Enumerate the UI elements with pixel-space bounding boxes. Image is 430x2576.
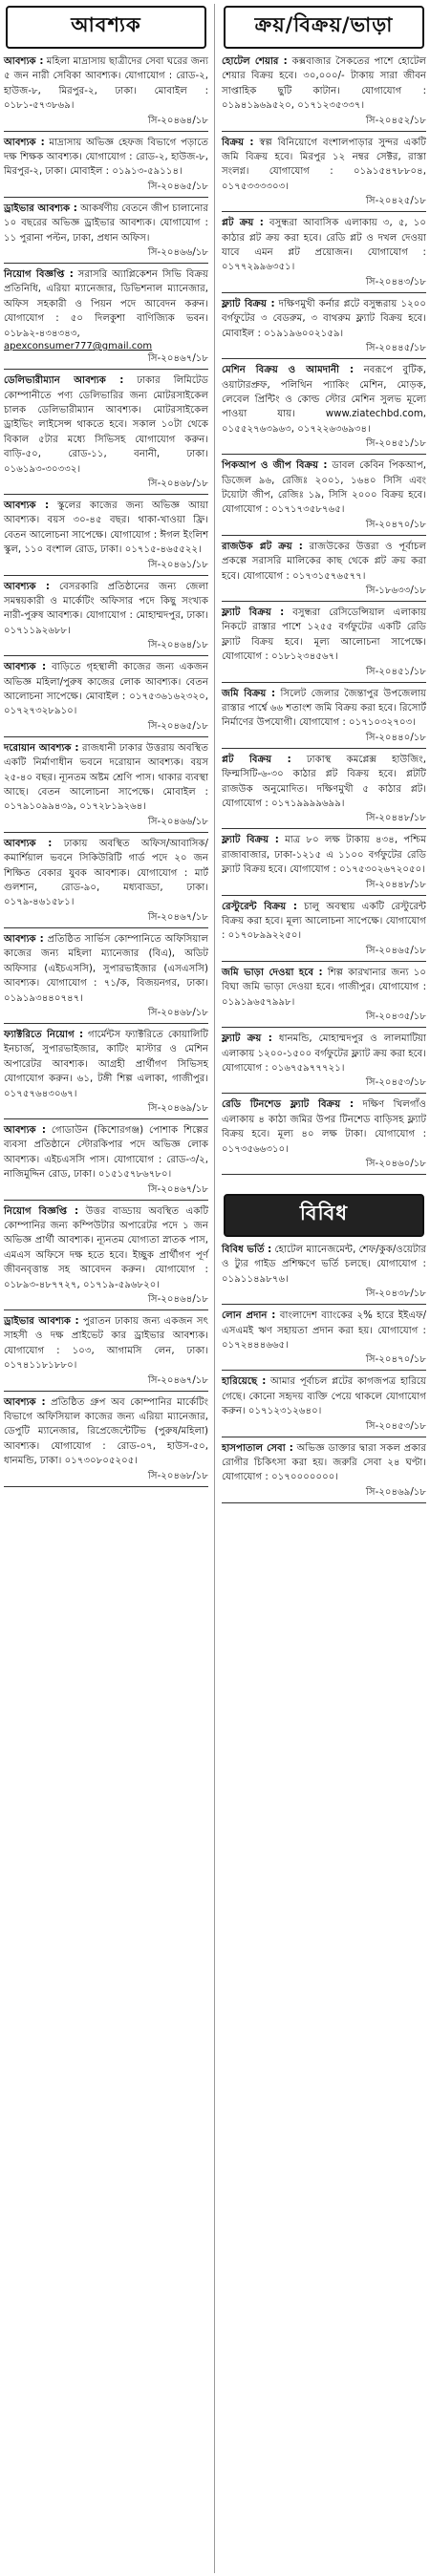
ad-body [222,136,426,195]
ad-code: সি-২০৪৬৪/১৮ [4,114,208,132]
classified-ad [4,202,208,264]
classified-ad [222,540,426,602]
classified-ad [4,741,208,833]
ad-heading: আবশ্যক : [4,137,45,148]
ad-body [4,660,208,719]
classified-ad [222,1309,426,1371]
ad-body [222,363,426,436]
ad-text: প্রতিষ্ঠিত সার্ভিস কোম্পানিতে অফিসিয়াল কাজের জন্য মহিলা ম্যানেজার (বিএ), অডিট অফিসার (এইচএসসি), সুপারভাইজার (এসএসসি) আবশ্যক। যোগাযোগ : ৭১/ক, বিজয়নগর, ঢাকা। ০১৯১৯৩৪৪০৭৪৭। [4,933,208,1004]
ad-body [4,1204,208,1292]
classified-ad [4,1028,208,1119]
classified-ad [222,753,426,830]
classified-ad [222,1374,426,1437]
ad-heading: আবশ্যক : [4,56,44,67]
ad-body [222,1309,426,1352]
ad-body [4,136,208,180]
ad-text: পুরাতন ঢাকায় জন্য একজন সৎ সাহসী ও দক্ষ প্রাইভেট কার ড্রাইভার আবশ্যক। যোগাযোগ : ১০৩, আগামসি লেন, ঢাকা। ০১৭৪১১৮১৮৮০। [4,1316,208,1372]
ad-heading: ডেলিভারীম্যান আবশ্যক : [4,375,124,387]
ad-body [222,540,426,584]
ad-body [4,1123,208,1182]
ad-text: মাত্র ৮০ লক্ষ টাকায় ৪৩৪, পশ্চিম রাজাবাজার, ঢাকা-১২১৫ এ ১১০০ বর্গফুটের রেডি ফ্ল্যাট বিক্রয় হবে। যোগাযোগ : ০১৭৫৩০২৬৭২০৫০। [222,835,426,876]
ad-body [222,1441,426,1485]
ad-text: ঢাকাস্থ কমপ্লেক্স হাউজিং, ফিল্মসিটি-৬-৩০ কাঠার প্লট বিক্রয় হবে। প্লটটি রাজউক অনুমোদিত। দক্ষিণমুখী ৫ কাঠার প্লট। যোগাযোগ : ০১৭১৯৯৯৯৬৯৯। [222,754,426,810]
classified-ad [222,966,426,1028]
ad-text: ধানমন্ডি, মোহাম্মদপুর ও লালমাটিয়া এলাকায় ১২০০-১৫০০ বর্গফুটের ফ্ল্যাট ক্রয় করা হবে। যোগাযোগ : ০১৬৭৫৯৭৭৭২১। [222,1033,426,1074]
classified-ad [222,216,426,293]
ad-code: সি-২০৪৬৬/১৮ [4,815,208,833]
ad-body [4,1028,208,1101]
ad-text: প্রতিষ্ঠিত গ্রুপ অব কোম্পানির মার্কেটিং বিভাগে অফিসিয়াল কাজের জন্য এরিয়া ম্যানেজার, ডেপুটি ম্যানেজার, রিপ্রেজেন্টেটিভ (পুরুষ/মহিলা) আবশ্যক। যোগাযোগ : রোড-০৭, হাউস-৫০, ধানমন্ডি, ঢাকা। ০১৭৩০৮০৫২০৫। [4,1396,208,1467]
ad-text: ডাবল কেবিন পিকআপ, ডিজেল ৯৬, রেজিঃ ২০০১, ১৬৪০ সিসি এবং টয়োটা জীপ, রেজিঃ ১৯, সিসি ২০০০ বিক্রয় হবে। যোগাযোগ : ০১৭১৭৩৫৮৭৬৫। [222,460,426,516]
left-ads-list [4,54,208,1487]
ad-code: সি-২০৪৬৮/১৮ [4,477,208,495]
ad-text: দক্ষিণ খিলগাঁও এলাকায় ৪ কাঠা জমির উপর টিনশেড বাড়িসহ ফ্ল্যাট বিক্রয় হবে। মূল্য ৪০ লক্ষ টাকা। যোগাযোগ : ০১৭৩৫৬৬৩১০। [222,1099,426,1155]
ad-heading: আবশ্যক : [4,1396,46,1408]
classified-ad [4,267,208,370]
ad-text: মহিলা মাদ্রাসায় ছাত্রীদের সেবা ঘরের জন্য ৫ জন নারী সেবিকা আবশ্যক। যোগাযোগ : রোড-২, হাউজ-৮, মিরপুর-২, ঢাকা। মোবাইল : ০১৮১-৫৭৩৮৬৯। [4,56,208,112]
ad-body [4,267,208,341]
ad-code: সি-২০৪৬৭/১৮ [4,910,208,928]
ad-body [222,297,426,341]
ad-text: অভিজ্ঞ ডাক্তার দ্বারা সকল প্রকার রোগীর চিকিৎসা করা হয়। জরুরি সেবা ২৪ ঘণ্টা। যোগাযোগ : ০১৭০০০০০০০। [222,1442,426,1483]
ad-code: সি-২০৪৫৩/১৮ [222,1419,426,1437]
ad-text: স্কুলের কাজের জন্য অভিজ্ঞ আয়া আবশ্যক। বয়স ৩০-৪৫ বছর। থাকা-খাওয়া ফ্রি। বেতন আলোচনা সাপেক্ষে। যোগাযোগ : ঈগল ইংলিশ স্কুল, ১১০ বংশাল রোড, ঢাকা। ০১৭১৫-৪৬৫৫২২। [4,500,208,556]
section-header-buy-sell-rent: ক্রয়/বিক্রয়/ভাড়া [224,6,424,49]
ad-heading: আবশ্যক : [4,1124,46,1136]
ad-code: সি-২০৪৭০/১৮ [222,518,426,536]
classified-ad [4,136,208,198]
classified-ad [222,297,426,359]
ad-body [4,580,208,639]
ad-heading: ফ্ল্যাট ক্রয় : [222,1033,272,1045]
ad-body [222,1097,426,1157]
ad-text: ঢাকায় অবস্থিত অফিস/আবাসিক/কমার্শিয়াল ভবনে সিকিউরিটি গার্ড পদে ২০ জন শিক্ষিত বেকার যুবক আবশ্যক। যোগাযোগ : মার্ট গুলশান, রোড-৯০, মধ্যবাড্ডা, ঢাকা। ০১৭৯-৪৬১৫৮১। [4,838,208,908]
ad-text: উত্তর বাড্ডায় অবস্থিত একটি কোম্পানির জন্য কম্পিউটার অপারেটর পদে ১ জন অভিজ্ঞ প্রার্থী আবশ্যক। ন্যূনতম যোগ্যতা স্নাতক পাস, এমএস অফিসে দক্ষ হতে হবে। ইচ্ছুক প্রার্থীগণ পূর্ণ জীবনবৃত্তান্ত সহ আবেদন করুন। যোগাযোগ : ০১৮৯৩-৪৮৭৭২৭, ০১৭১৯-৫৯৬৮২০। [4,1205,208,1290]
ad-heading: রেস্টুরেন্ট বিক্রয় : [222,901,297,912]
ad-phone: ০১৮৯২-৪৩৪৩৪৩, [4,328,80,339]
ad-code: সি-২০৪৬৯/১৮ [222,1485,426,1503]
ad-code: সি-২০৪৫১/১৮ [222,436,426,455]
ad-heading: জমি বিক্রয় : [222,688,276,699]
ad-code: সি-২০৪৬৮/১৮ [4,1469,208,1487]
ad-text: শিল্প কারখানার জন্য ১০ বিঘা জমি ভাড়া দেওয়া হবে। গাজীপুর। যোগাযোগ : ০১৯১৯৬৫৭৯৯৮। [222,967,426,1008]
ad-heading: প্লট বিক্রয় : [222,754,291,765]
column-divider [214,4,215,2573]
ad-code: সি-২০৪২৫/১৮ [222,194,426,212]
ad-code: সি-২০৪৬৮/১৮ [4,1006,208,1024]
ad-code: সি-২০৪৬৭/১৮ [4,1373,208,1392]
ad-body [222,687,426,731]
classified-ad [222,606,426,683]
ad-text: ঢাকার লিমিটেড কোম্পানীতে পণ্য ডেলিভারির জন্য মোটরসাইকেল চালক ডেলিভারীম্যান আবশ্যক। মোটরসাইকেল ড্রাইভিং লাইসেন্স থাকতে হবে। সকাল ১০টা থেকে বিকাল ৫টার মধ্যে সিভিসহ যোগাযোগ করুন। বাড়ি-৫০, রোড-১১, বনানী, ঢাকা। ০১৬১৯৩-৩০৩৩২। [4,375,208,475]
ad-text: রাজধানী ঢাকার উত্তরায় অবস্থিত একটি নির্মাণাধীন ভবনে দরোয়ান আবশ্যক। বয়স ২৫-৪০ বছর। ন্যূনতম অষ্টম শ্রেণি পাস। থাকার ব্যবস্থা আছে। বেতন আলোচনা সাপেক্ষে। মোবাইল : ০১৭৯১০৯৯৪৩৯, ০১৭২৮১৯২৬৪। [4,742,208,813]
ad-code: সি-২০৪৩৮/১৮ [222,1287,426,1305]
ad-heading: রেডি টিনশেড ফ্ল্যাট বিক্রয় : [222,1099,355,1111]
ad-heading: হোটেল শেয়ার : [222,56,288,67]
ad-heading: ড্রাইভার আবশ্যক : [4,202,77,214]
ad-code: সি-২০৪৫১/১৮ [222,665,426,683]
ad-text: গার্মেন্টস ফ্যাক্টরিতে কোয়ালিটি ইনচার্জ, সুপারভাইজার, কাটিং মাস্টার ও মেশিন অপারেটর আবশ্যক। আগ্রহী প্রার্থীগণ সিভিসহ যোগাযোগ করুন। ৬১, টঙ্গী শিল্প এলাকা, গাজীপুর। ০১৭৫৭৬৪৩০৬৭। [4,1029,208,1099]
ad-heading: ফ্ল্যাট বিক্রয় : [222,607,285,618]
classified-ad [222,136,426,213]
ad-text: বসুন্ধরা রেসিডেন্সিয়াল এলাকায় নিকটে রাস্তার পাশে ১২৫৫ বর্গফুটের একটি রেডি ফ্ল্যাট বিক্রয় হবে। মূল্য আলোচনা সাপেক্ষে। যোগাযোগ : ০১৮১২৩৪৫৬৭। [222,607,426,663]
section-header-misc: বিবিধ [224,1194,424,1237]
ad-heading: আবশ্যক : [4,662,47,673]
ad-code: সি-২০৪৬৬/১৮ [4,245,208,264]
ad-website: www.ziatechbd.com, [325,409,426,420]
ad-text: রাজউকের উত্তরা ও পূর্বাচল প্রকল্পে সরাসরি মালিকের কাছ থেকে প্লট ক্রয় করা হবে। যোগাযোগ : ০১৭৩১৫৭৬৫৭৭। [222,541,426,582]
classified-ad [222,833,426,895]
ad-text: হোটেল ম্যানেজমেন্ট, শেফ/কুক/ওয়েটার ও ট্যুর গাইড প্রশিক্ষণে ভর্তি চলছে। যোগাযোগ : ০১৯১১৪৯৮৭৬। [222,1244,426,1285]
ad-body [222,966,426,1010]
ad-heading: দরোয়ান আবশ্যক : [4,742,79,754]
classified-ad [4,1314,208,1392]
ad-heading: বিবিধ ভর্তি : [222,1244,272,1255]
ad-text: বাংলাদেশ ব্যাংকের ২% হারে ইইএফ/এসএমই ঋণ সহায়তা প্রদান করা হয়। যোগাযোগ : ০১৭২৪৪৪৬৬৫। [222,1310,426,1351]
ad-code: সি-২০৪৬৫/১৮ [4,719,208,737]
misc-ads-list [222,1243,426,1503]
ad-text: সরাসরি অ্যাপ্লিকেশন সিভি বিক্রয় প্রতিনিধি, এরিয়া ম্যানেজার, ডিভিশনাল ম্যানেজার, অফিস সহকারী ও পিয়ন পদে আবেদন করুন। যোগাযোগ : ৫০ দিলকুশা বাণিজ্যিক ভবন। [4,269,208,325]
ad-body [4,741,208,815]
ad-body [4,837,208,910]
ad-code: সি-২০৪৬৪/১৮ [4,1292,208,1310]
ad-code: সি-২০৪৬৫/১৮ [4,180,208,198]
ad-code: সি-২০৪৫২/১৮ [222,114,426,132]
ad-text: দক্ষিণমুখী কর্নার প্লটে বসুন্ধরায় ১২০০ বর্গফুটের ৩ বেডরুম, ৩ বাথরুম ফ্ল্যাট বিক্রয় হবে। মোবাইল : ০১৯১৯৬০০২১৫৯। [222,298,426,339]
classified-ad [4,580,208,657]
ad-heading: জমি ভাড়া দেওয়া হবে : [222,967,323,978]
ad-text: আকর্ষণীয় বেতনে জীপ চালানোর ১০ বছরের অভিজ্ঞ ড্রাইভার আবশ্যক। যোগাযোগ : ১১ পুরানা পল্টন, ঢাকা, প্রধান অফিস। [4,202,208,244]
ad-text: মাদ্রাসায় অভিজ্ঞ হেফজ বিভাগে পড়াতে দক্ষ শিক্ষক আবশ্যক। যোগাযোগ : রোড-২, হাউজ-৮, মিরপুর-২, ঢাকা। মোবাইল : ০১৯১৩-৫৯১১৪। [4,137,208,178]
ad-code: সি-২০৪৬১/১৮ [4,558,208,576]
ad-code: সি-২০৪৭০/১৮ [222,1352,426,1371]
classified-ad [222,1243,426,1305]
ad-heading: রাজউক প্লট ক্রয় : [222,541,303,552]
section-header-wanted: আবশ্যক [6,6,206,49]
ad-heading: মেশিন বিক্রয় ও আমদানী : [222,365,355,376]
ad-body [222,753,426,812]
ad-heading: নিয়োগ বিজ্ঞপ্তি : [4,269,74,281]
classified-ad [4,837,208,928]
ad-code: সি-২০৪৪৫/১৮ [222,341,426,359]
ad-body [4,373,208,477]
classified-ad [4,932,208,1024]
ad-code: সি-২০৪৪৩/১৮ [222,275,426,293]
ad-heading: পিকআপ ও জীপ বিক্রয় : [222,460,328,472]
ad-heading: আবশ্যক : [4,933,44,945]
ad-heading: আবশ্যক : [4,838,53,849]
ad-code: সি-২০৪৫৩/১৮ [222,1075,426,1094]
classified-ad [4,1204,208,1310]
ad-heading: বিক্রয় : [222,137,254,148]
classified-ad [4,1395,208,1487]
ad-heading: ড্রাইভার আবশ্যক : [4,1316,79,1327]
ad-body [4,499,208,558]
ad-heading: হারিয়েছে : [222,1376,267,1388]
classified-ad [222,363,426,455]
ad-body [222,216,426,275]
ad-code: সি-২০৪৪৮/১৮ [222,811,426,829]
ad-code: সি-২০৪৬০/১৮ [222,1157,426,1175]
classified-ad [222,1032,426,1094]
ad-code: সি-২০৪৪০/১৮ [222,731,426,749]
classified-ad [222,54,426,132]
right-ads-list [222,54,426,1175]
ad-body [222,458,426,518]
ad-code: সি-২০৪৪৮/১৮ [222,878,426,896]
ad-heading: আবশ্যক : [4,500,50,511]
ad-text: কক্সবাজার সৈকতের পাশে হোটেল শেয়ার বিক্রয় হবে। ৩০,০০০/- টাকায় সারা জীবন সাপ্তাহিক ছুটি কাটান। যোগাযোগ : ০১৯৪১৯৬৯৫২০, ০১৭১২৩৫৩৩৭। [222,56,426,112]
ad-heading: লোন প্রদান : [222,1310,276,1322]
ad-code: সি-২০৪৬৭/১৮ [4,351,208,370]
ad-email: apexconsumer777@gmail.com [4,341,153,352]
classified-ad [222,900,426,962]
ad-heading: আবশ্যক : [4,581,50,592]
classified-ad [4,499,208,576]
classified-ad [222,458,426,536]
ad-body [222,900,426,944]
ad-heading: হাসপাতাল সেবা : [222,1442,293,1454]
ad-heading: ফ্ল্যাট বিক্রয় : [222,298,275,309]
ad-body [4,202,208,245]
ad-body [222,1374,426,1418]
ad-heading: নিয়োগ বিজ্ঞপ্তি : [4,1205,79,1217]
ad-body [4,54,208,114]
ad-code: সি-২০৪৬৭/১৮ [4,1182,208,1201]
classified-ad [4,1123,208,1201]
classified-ad [222,1097,426,1175]
ad-heading: ফ্ল্যাট বিক্রয় : [222,835,279,846]
ad-body [4,932,208,1006]
ad-body [222,1032,426,1075]
ad-code: সি-২০৪৬৫/১৮ [222,944,426,962]
classified-ad [4,373,208,495]
right-column [222,4,426,1507]
ad-heading: প্লট ক্রয় : [222,218,264,229]
classified-ad [222,687,426,749]
ad-text: বেসরকারি প্রতিষ্ঠানের জন্য জেলা সমন্বয়কারী ও মার্কেটিং অফিসার পদে কিছু সংখ্যক নারী-পুরুষ আবশ্যক। যোগাযোগ : মোহাম্মদপুর, ঢাকা। ০১৭১১৯২৬৮৮। [4,581,208,636]
ad-body [222,606,426,665]
ad-body [4,1395,208,1469]
ad-heading: ফ্যাক্টরিতে নিয়োগ : [4,1029,84,1040]
classified-ad [4,54,208,132]
ad-code: সি-২০৪৩৫/১৮ [222,1010,426,1028]
ad-body [4,1314,208,1373]
ad-phone: ০১৫৫২৭৬৩৯৬৩, ০১৭২২৬৩৬৯৩৪। [222,423,371,435]
ad-text: স্বল্প বিনিয়োগে বংশালপাড়ার সুন্দর একটি জমি বিক্রয় হবে। মিরপুর ১২ নম্বর সেক্টর, রাস্তা সংলগ্ন। যোগাযোগ : ০১৯১৫৪৭৮৮০৪, ০১৭৫৩৩৩৩০৩। [222,137,426,192]
ad-code: সি-২০৪৬৯/১৮ [4,1101,208,1119]
ad-code: সি-২০৪৬৪/১৮ [4,638,208,656]
left-column [4,4,208,1491]
ad-body [222,1243,426,1287]
ad-text: নবরূপে বুটিক, ওয়াটারপ্রুফ, পলিথিন প্যাকিং মেশিন, মোড়ক, লেবেল প্রিন্টিং ও কোল্ড স্টোর মেশিন সুলভ মূল্যে পাওয়া যায়। [222,365,426,420]
classified-ad [222,1441,426,1503]
ad-code: সি-১৮৬৩৩/১৮ [222,584,426,602]
ad-text: চালু অবস্থায় একটি রেস্টুরেন্ট বিক্রয় করা হবে। মূল্য আলোচনা সাপেক্ষে। যোগাযোগ : ০১৭০৮৯৯২২৫০। [222,901,426,942]
ad-text: সিলেট জেলার জৈন্তাপুর উপজেলায় রাস্তার পার্শ্বে ৬৬ শতাংশ জমি বিক্রয় করা হবে। রিসোর্ট নির্মাণের উপযোগী। যোগাযোগ : ০১৭১০৩২৭০৩। [222,688,426,729]
ad-text: গোডাউন (কিশোরগঞ্জ) পোশাক শিল্পের ব্যবসা প্রতিষ্ঠানে স্টোরকিপার পদে অভিজ্ঞ লোক আবশ্যক। এইচএসসি পাস। যোগাযোগ : রোড-৩/২, নাজিমুদ্দিন রোড, ঢাকা। ০১৫১৫৭৮৬৭৮০। [4,1124,208,1181]
ad-text: বাড়িতে গৃহস্থালী কাজের জন্য একজন অভিজ্ঞ মহিলা/পুরুষ কাজের লোক আবশ্যক। বেতন আলোচনা সাপেক্ষে। মোবাইল : ০১৭৫৩৬১৬২৩২০, ০১৭২৭৩২৮৯১০। [4,662,208,717]
ad-body [222,54,426,114]
ad-body [222,833,426,877]
ad-text: বসুন্ধরা আবাসিক এলাকায় ৩, ৫, ১০ কাঠার প্লট ক্রয় করা হবে। রেডি প্লট ও দখল দেওয়া যাবে এমন প্লট প্রয়োজন। যোগাযোগ : ০১৭৭২৯৯৬৩৫১। [222,218,426,273]
ad-text: আমার পূর্বাচল প্লটের কাগজপত্র হারিয়ে গেছে। কোনো সহৃদয় ব্যক্তি পেয়ে থাকলে যোগাযোগ করুন। ০১৭১২৩১২৬৪০। [222,1376,426,1417]
section-gap [222,1179,426,1192]
classified-ad [4,660,208,737]
